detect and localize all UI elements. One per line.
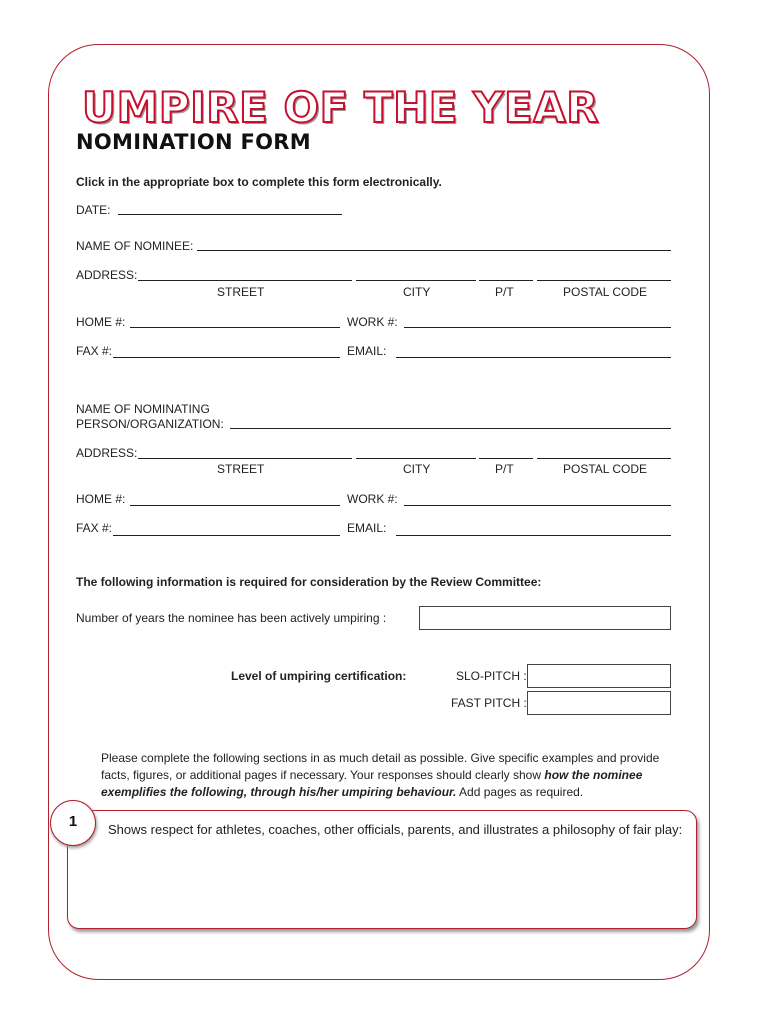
nominee-work-label: WORK #: — [347, 315, 398, 329]
nominee-email-field[interactable] — [396, 357, 671, 358]
committee-heading: The following information is required for consideration by the Review Committee: — [76, 575, 542, 589]
nominator-work-label: WORK #: — [347, 492, 398, 506]
nominee-name-label: NAME OF NOMINEE: — [76, 239, 194, 253]
nominator-pt-field[interactable] — [479, 458, 533, 459]
note-text-1: Please complete the following sections in as much detail as possible. Give specific examples and provide facts, figures, or additional pages if necessary. Your responses should clearly show — [101, 751, 660, 782]
nominator-city-caption: CITY — [403, 462, 431, 476]
form-subtitle: NOMINATION FORM — [76, 130, 311, 154]
note-emphasis: how the nominee exemplifies the following, through his/her umpiring behaviour. — [101, 768, 643, 799]
completion-note — [101, 750, 681, 801]
nominee-home-label: HOME #: — [76, 315, 126, 329]
question-1-text: Shows respect for athletes, coaches, other officials, parents, and illustrates a philosophy of fair play: — [108, 822, 683, 837]
question-1-number: 1 — [50, 800, 96, 846]
nominator-name-label-2: PERSON/ORGANIZATION: — [76, 417, 224, 431]
nominator-street-caption: STREET — [217, 462, 265, 476]
fast-pitch-input[interactable] — [527, 691, 671, 715]
nominator-name-field[interactable] — [230, 428, 671, 429]
nominator-home-field[interactable] — [130, 505, 340, 506]
years-input[interactable] — [419, 606, 671, 630]
nominee-email-label: EMAIL: — [347, 344, 387, 358]
nominee-pt-field[interactable] — [479, 280, 533, 281]
nominee-fax-field[interactable] — [113, 357, 340, 358]
nominator-pt-caption: P/T — [495, 462, 514, 476]
nominee-postal-field[interactable] — [537, 280, 671, 281]
certification-label: Level of umpiring certification: — [231, 669, 407, 683]
nominator-fax-field[interactable] — [113, 535, 340, 536]
nominee-pt-caption: P/T — [495, 285, 514, 299]
slo-pitch-label: SLO-PITCH : — [456, 669, 527, 683]
date-field[interactable] — [118, 214, 342, 215]
form-title: UMPIRE OF THE YEAR — [82, 83, 600, 132]
nominator-fax-label: FAX #: — [76, 521, 113, 535]
nominee-fax-label: FAX #: — [76, 344, 113, 358]
instructions: Click in the appropriate box to complete this form electronically. — [76, 175, 442, 189]
nominator-work-field[interactable] — [404, 505, 671, 506]
nominator-email-label: EMAIL: — [347, 521, 387, 535]
date-label: DATE: — [76, 203, 111, 217]
nominator-city-field[interactable] — [356, 458, 476, 459]
nominator-street-field[interactable] — [138, 458, 352, 459]
nominator-name-label-1: NAME OF NOMINATING — [76, 402, 210, 416]
nominator-home-label: HOME #: — [76, 492, 126, 506]
nominee-city-field[interactable] — [356, 280, 476, 281]
nominee-home-field[interactable] — [130, 327, 340, 328]
nominee-address-label: ADDRESS: — [76, 268, 138, 282]
nominee-city-caption: CITY — [403, 285, 431, 299]
nominee-name-field[interactable] — [197, 250, 671, 251]
frame-tab — [706, 102, 708, 160]
nominator-postal-field[interactable] — [537, 458, 671, 459]
nominator-email-field[interactable] — [396, 535, 671, 536]
nominee-postal-caption: POSTAL CODE — [563, 285, 648, 299]
slo-pitch-input[interactable] — [527, 664, 671, 688]
nominator-address-label: ADDRESS: — [76, 446, 138, 460]
note-text-2: Add pages as required. — [456, 785, 584, 799]
fast-pitch-label: FAST PITCH : — [451, 696, 527, 710]
nominee-street-field[interactable] — [138, 280, 352, 281]
nominee-street-caption: STREET — [217, 285, 265, 299]
years-label: Number of years the nominee has been actively umpiring : — [76, 611, 387, 625]
nominee-work-field[interactable] — [404, 327, 671, 328]
nominator-postal-caption: POSTAL CODE — [563, 462, 648, 476]
